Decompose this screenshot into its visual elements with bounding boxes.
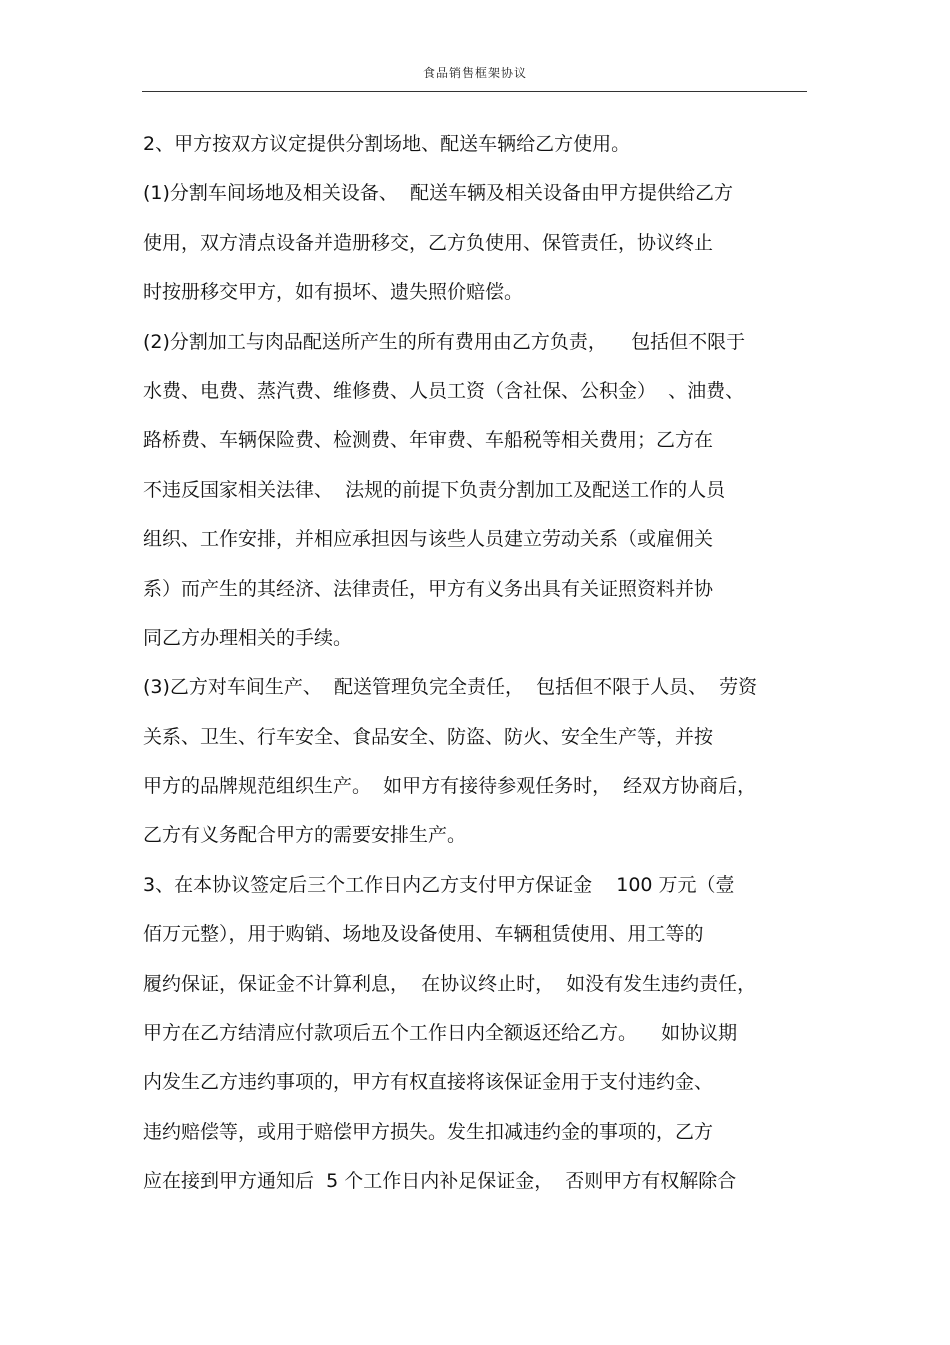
text-line: 违约赔偿等，或用于赔偿甲方损失。发生扣减违约金的事项的，乙方 xyxy=(143,1120,714,1143)
text-line: 关系、卫生、行车安全、食品安全、防盗、防火、安全生产等，并按 xyxy=(143,725,714,748)
text-line: 同乙方办理相关的手续。 xyxy=(143,626,353,649)
text-line: (1)分割车间场地及相关设备、 配送车辆及相关设备由甲方提供给乙方 xyxy=(143,182,733,205)
text-line: 甲方的品牌规范组织生产。 如甲方有接待参观任务时， 经双方协商后， xyxy=(143,775,757,798)
text-line: 时按册移交甲方，如有损坏、遗失照价赔偿。 xyxy=(143,281,524,304)
text-line: 内发生乙方违约事项的，甲方有权直接将该保证金用于支付违约金、 xyxy=(143,1071,714,1094)
text-line: 佰万元整），用于购销、场地及设备使用、车辆租赁使用、用工等的 xyxy=(143,923,704,946)
header-divider xyxy=(142,91,807,92)
text-line: 甲方在乙方结清应付款项后五个工作日内全额返还给乙方。 如协议期 xyxy=(143,1022,738,1045)
text-line: 组织、工作安排，并相应承担因与该些人员建立劳动关系（或雇佣关 xyxy=(143,528,714,551)
text-line: (3)乙方对车间生产、 配送管理负完全责任， 包括但不限于人员、 劳资 xyxy=(143,676,758,699)
text-line: 应在接到甲方通知后 5 个工作日内补足保证金， 否则甲方有权解除合 xyxy=(143,1170,737,1193)
text-line: 履约保证，保证金不计算利息， 在协议终止时， 如没有发生违约责任， xyxy=(143,972,757,995)
text-line: 水费、电费、蒸汽费、维修费、人员工资（含社保、公积金） 、油费、 xyxy=(143,379,745,402)
text-line: 乙方有义务配合甲方的需要安排生产。 xyxy=(143,824,467,847)
text-line: 路桥费、车辆保险费、检测费、年审费、车船税等相关费用；乙方在 xyxy=(143,429,714,452)
text-line: 系）而产生的其经济、法律责任，甲方有义务出具有关证照资料并协 xyxy=(143,577,714,600)
text-line: (2)分割加工与肉品配送所产生的所有费用由乙方负责， 包括但不限于 xyxy=(143,330,746,353)
text-line: 3、在本协议签定后三个工作日内乙方支付甲方保证金 100 万元（壹 xyxy=(143,873,735,896)
document-body xyxy=(143,120,808,1207)
text-line: 2、甲方按双方议定提供分割场地、配送车辆给乙方使用。 xyxy=(143,133,631,155)
page-header-title: 食品销售框架协议 xyxy=(422,66,527,80)
text-line: 不违反国家相关法律、 法规的前提下负责分割加工及配送工作的人员 xyxy=(143,478,726,501)
text-line: 使用，双方清点设备并造册移交，乙方负使用、保管责任，协议终止 xyxy=(143,231,714,254)
